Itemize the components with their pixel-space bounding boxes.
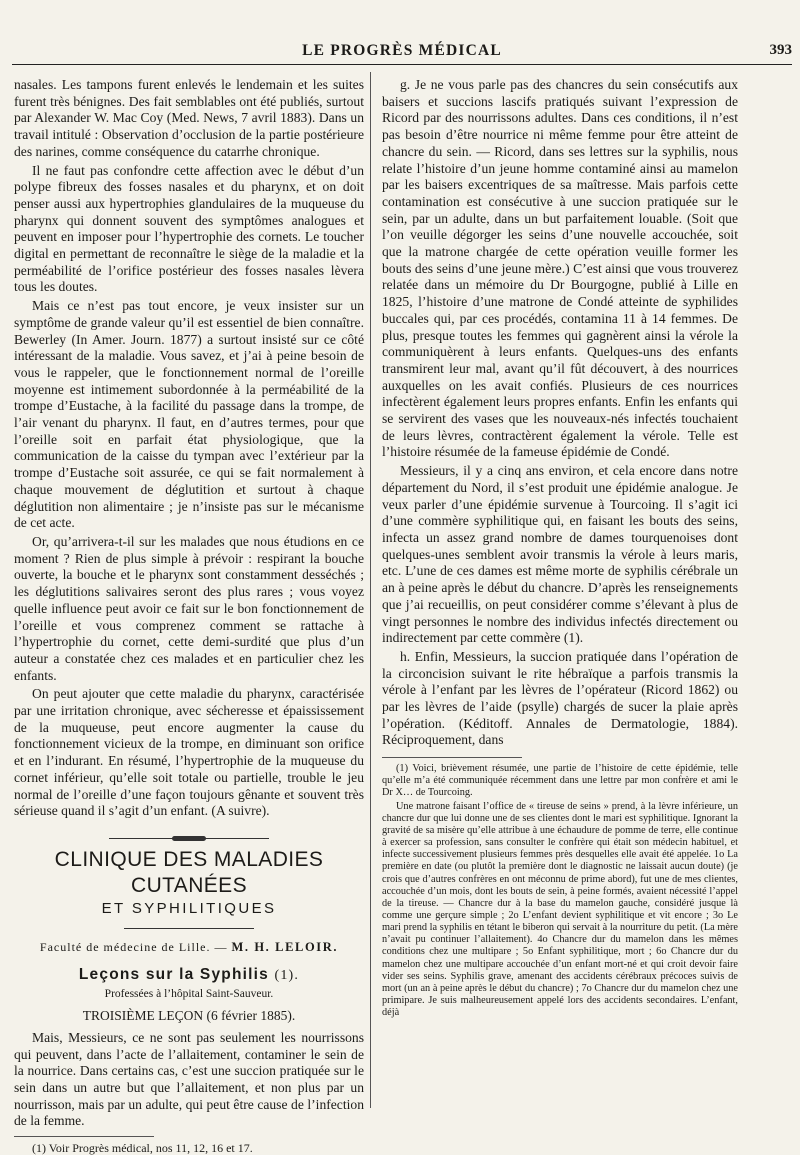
paragraph: Messieurs, il y a cinq ans environ, et cela encore dans notre département du Nord, il s’est produit une épidémie analogue. Je veux parler d’une épidémie survenue à Tourcoing. Il s’agit ici d’une commère syphilitique qui, en faisant les bouts des seins, infecta un assez grand nombre de dames tourquenoises dont quelques-unes semblent avoir transmis la vérole à leurs maris, etc. L’une de ces dames est même morte de syphilis cérébrale un an à peine après le début du chancre. D’après les renseignements que j’ai recueillis, on peut considérer comme s’élevant à plus de vingt personnes le nombre des individus infectés directement ou indirectement par cette commère (1). (382, 463, 738, 646)
paragraph: Mais, Messieurs, ce ne sont pas seulement les nourrissons qui peuvent, dans l’acte de l’allaitement, contaminer le sein de la nourrice. Dans certains cas, c’est une succion pratiquée sur le sein dans un autre but que l’allaitement, et non plus par un nourrisson, mais par un adulte, qui peut être cause de l’infection de la femme. (14, 1029, 364, 1129)
section-title: CLINIQUE DES MALADIES CUTANÉES (54, 847, 324, 897)
paragraph: On peut ajouter que cette maladie du pharynx, caractérisée par une irritation chronique, avec sécheresse et épaississement de la muqueuse, peut encore augmenter la cause du fonctionnement vicieux de la trompe, en diminuant son orifice et en l’indurant. En résumé, l’hypertrophie de la muqueuse du cornet inférieur, qu’elle soit totale ou partielle, trouble le jeu normal de l’oreille d’une façon toujours gênante et souvent très sérieuse quand il s’agit d’un enfant. (A suivre). (14, 686, 364, 819)
lecture-title (14, 965, 364, 985)
footnote: (1) Voir Progrès médical, nos 11, 12, 16 et 17. (32, 1141, 253, 1155)
footnote-rule (382, 757, 522, 758)
ornamental-rule (109, 836, 269, 841)
paragraph: Or, qu’arrivera-t-il sur les malades que nous étudions en ce moment ? Rien de plus simple à prévoir : respirant la bouche ouverte, la bouche et le pharynx sont constamment desséchés ; les déglutitions salivaires seront des plus rares ; vous voyez quelle influence peut avoir ce fait sur le bon fonctionnement de l’oreille et vous comprenez comment se rattache à l’hypertrophie du cornet, cette demi-surdité que plus d’un auteur a constatée chez ces malades et en particulier chez les enfants. (14, 533, 364, 683)
paragraph: nasales. Les tampons furent enlevés le lendemain et les suites furent très bénignes. Des fait semblables ont été publiés, surtout par Alexander W. Mac Coy (Med. News, 7 avril 1883). Dans un travail intitulé : Observation d’occlusion de la partie postérieure des narines, comme conséquence du catarrhe chronique. (14, 77, 364, 159)
footnote-rule (14, 1136, 154, 1137)
left-column (14, 77, 364, 1155)
faculty-author: M. H. LELOIR. (231, 939, 339, 954)
faculty-line (14, 939, 364, 955)
paragraph: h. Enfin, Messieurs, la succion pratiquée dans l’opération de la circoncision suivant le rite hébraïque a parfois transmis la vérole à l’enfant par les lèvres de l’opérateur (Ricord 1862) ou par les lèvres de l’aide (psylle) chargés de sucer la plaie après l’opération. (Kéditoff. Annales de Dermatologie, 1884). Réciproquement, dans (382, 648, 738, 748)
page-number: 393 (769, 42, 792, 58)
paragraph: Il ne faut pas confondre cette affection avec le début d’un polype fibreux des fosses nasales et du pharynx, et on doit penser aussi aux hypertrophies glandulaires de la muqueuse du pharynx qui donnent souvent des symptômes analogues et peuvent en imposer pour l’hypertrophie des cornets. Le toucher digital en permettant de reconnaître le siège de la maladie et la perméabilité de l’orifice postérieur des fosses nasales lèvera tous les doutes. (14, 162, 364, 295)
section-subtitle: ET SYPHILITIQUES (101, 899, 277, 917)
footnote (382, 763, 738, 1019)
lecture-institution: Professées à l’hôpital Saint-Sauveur. (104, 987, 274, 1000)
footnote-mark: (1). (274, 967, 300, 983)
footnote-paragraph: Une matrone faisant l’office de « tireuse de seins » prend, à la lèvre inférieure, un chancre dur que lui donne une de ses clientes dont le mari est syphilitique. Ignorant la gravité de sa misère qu’elle attribue à une échaudure de pomme de terre, elle continue à exercer sa profession, sans consulter le confrère qui était son médecin habituel, et infecte successivement plusieurs femmes près desquelles elle avait été appelée. 1o La première en date (ou plutôt la première dont le diagnostic ne laissait aucun doute) (je crois que d’autres confrères en ont méconnu de prime abord), fut une de mes clientes, accouchée d’un mois, dont les bouts de sein, à peine formés, avaient nécessité l’appel de la tireuse. — Chancre dur à la base du mamelon gauche, considéré jusque là comme une gerçure simple ; 2o L’enfant devient syphilitique et vit encore ; 3o Le mari prend la syphilis en tétant le biberon qui servait à la nourriture du petit. (La mère n’avait pu continuer l’allaitement). 4o Chancre dur du mamelon dans les mêmes conditions chez une multipare ; 5o Enfant syphilitique, mort ; 6o Chancre dur du mamelon chez une multipare accouchée d’un enfant mort-né et qui croit devoir faire vider ses seins. Syphilis grave, amenant des accidents cérébraux précoces suivis de mort (un an à peine après le début du chancre) ; 7o Chancre dur du mamelon chez une primipare. Je suis malheureusement appelé lors des accidents secondaires. L’enfant, déjà (382, 800, 738, 1019)
faculty-label: Faculté de médecine de Lille. — (39, 939, 228, 954)
divider (124, 928, 254, 929)
journal-title: LE PROGRÈS MÉDICAL (302, 42, 502, 59)
paragraph: g. Je ne vous parle pas des chancres du sein consécutifs aux baisers et succions lascifs pratiqués suivant l’expression de Ricord par des nourrissons adultes. Dans ces conditions, il n’est pas besoin d’être nourrice ni même femme pour être atteint de chancre du sein. — Ricord, dans ses lettres sur la syphilis, nous relate l’histoire d’un jeune homme contaminé ainsi au mamelon par les baisers excentriques de sa maîtresse. Mais parfois cette contamination est consécutive à une succion pratiquée sur le sein, par un adulte, dans un but parfaitement louable. (Soit que l’on veuille dégorger les seins d’une nouvelle accouchée, soit que la matrone chargée de cette opération veuille former les bouts des seins d’une jeune mère.) C’est ainsi que vous trouverez relatée dans un mémoire du Dr Bourgogne, publié à Lille en 1825, l’histoire d’une matrone de Condé atteinte de syphilides buccales qui, par ces procédés, contamina 11 à 14 femmes. De plus, presque toutes les femmes qui gagnèrent ainsi la vérole la communiquèrent à leurs enfants. Quelques-uns des enfants transmirent leur mal, avant qu’il fût découvert, à des nourrices auxquelles on les avait confiés. Plusieurs de ces nourrices infectèrent également leurs propres enfants. Enfin les enfants qui se servirent des vases que les nouveaux-nés infectés touchaient de leurs lèvres, contractèrent également la vérole. Telle est l’histoire résumée de la fameuse épidémie de Condé. (382, 77, 738, 460)
right-column (382, 77, 738, 1019)
footnote-paragraph: (1) Voici, brièvement résumée, une partie de l’histoire de cette épidémie, telle qu’elle m’a été communiquée récemment dans une lettre par mon confrère et ami le Dr X… de Tourcoing. (382, 763, 738, 799)
lecture-date: TROISIÈME LEÇON (6 février 1885). (82, 1007, 296, 1023)
paragraph: Mais ce n’est pas tout encore, je veux insister sur un symptôme de grande valeur qu’il est essentiel de bien connaître. Bewerley (In Amer. Journ. 1877) a surtout insisté sur ce côté intéressant de la maladie. Vous savez, et j’ai à peine besoin de vous le rappeler, que le fonctionnement normal de l’oreille moyenne est intimement subordonnée à la perméabilité de la trompe d’Eustache, à la facilité du passage dans la trompe, de l’air venant du pharynx. Il faut, en d’autres termes, pour que l’oreille soit en parfait état physiologique, que la communication de la caisse du tympan avec l’extérieur par la trompe d’Eustache soit assurée, ce qui se fait normalement à chaque mouvement de déglutition et surtout à chaque déglutition non alimentaire ; je n’insiste pas sur le mécanisme de cet acte. (14, 298, 364, 531)
running-head (12, 40, 792, 65)
lecture-title-text: Leçons sur la Syphilis (78, 965, 269, 983)
column-divider (370, 72, 371, 1108)
